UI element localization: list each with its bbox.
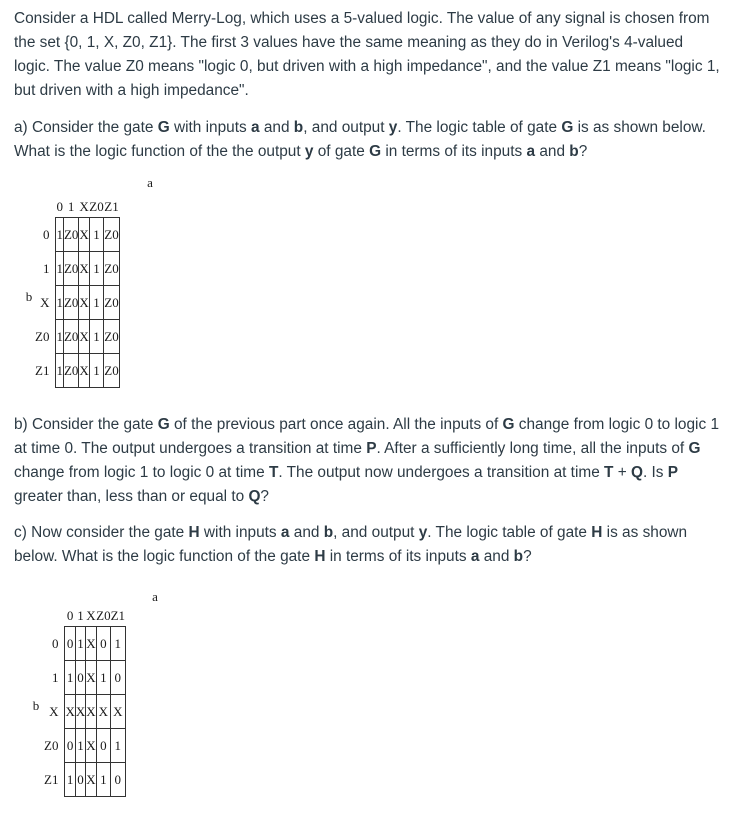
table-cell: 1 [75, 627, 85, 661]
part-c-text: is as shown below. What is the logic function of the gate [14, 524, 688, 565]
table-cell: X [79, 252, 89, 286]
table-cell: Z0 [63, 354, 78, 388]
row-header: Z0 [44, 737, 59, 753]
input-a-label: a [470, 548, 480, 565]
table-cell: 0 [111, 763, 125, 797]
table-cell: Z0 [104, 252, 119, 286]
table-row [44, 627, 125, 661]
table-cell: 1 [56, 286, 64, 320]
table-cell: 0 [65, 627, 75, 661]
part-b-text: ? [260, 488, 269, 505]
table-g-grid [35, 197, 120, 388]
table-cell: 1 [65, 661, 75, 695]
table-cell: X [86, 695, 96, 729]
column-header: Z1 [104, 199, 119, 214]
table-cell: 0 [96, 627, 110, 661]
part-c-text: ? [523, 548, 532, 565]
row-header: X [40, 294, 50, 310]
input-a-label: a [526, 143, 536, 160]
table-corner [35, 197, 56, 218]
time-q-label: Q [248, 488, 261, 505]
column-header: X [79, 199, 89, 214]
part-c-text: , and output [333, 524, 419, 541]
part-b-text: . After a sufficiently long time, all the inputs of [376, 440, 689, 457]
table-cell: X [86, 729, 96, 763]
column-header: Z0 [96, 608, 111, 623]
table-cell: 1 [89, 286, 103, 320]
table-g-col-var: a [147, 175, 153, 190]
time-t-label: T [604, 464, 614, 481]
column-header: 0 [66, 608, 74, 623]
part-b-text: b) Consider the gate [14, 416, 158, 433]
row-header: Z1 [35, 362, 50, 378]
column-header: X [86, 608, 96, 623]
table-cell: 1 [56, 354, 64, 388]
part-b-text: . Is [642, 464, 668, 481]
table-cell: X [96, 695, 110, 729]
gate-h-label: H [591, 524, 603, 541]
gate-g-label: G [157, 119, 170, 136]
part-c-text: with inputs [199, 524, 281, 541]
input-b-label: b [513, 548, 524, 565]
table-cell: X [79, 286, 89, 320]
part-c-text: c) Now consider the gate [14, 524, 189, 541]
row-header: Z1 [44, 771, 59, 787]
table-row [44, 763, 125, 797]
table-cell: 0 [75, 661, 85, 695]
input-b-label: b [293, 119, 304, 136]
table-row [44, 695, 125, 729]
table-cell: 1 [65, 763, 75, 797]
column-header: 1 [67, 199, 75, 214]
row-header: 1 [42, 260, 50, 276]
part-a-text: . The logic table of gate [397, 119, 562, 136]
table-row [35, 354, 119, 388]
output-y-label: y [388, 119, 398, 136]
table-h-row-var: b [32, 698, 40, 713]
table-cell: X [65, 695, 75, 729]
part-b-text: . The output now undergoes a transition at time [278, 464, 605, 481]
part-b-question [14, 413, 720, 509]
table-row [44, 661, 125, 695]
column-header: 0 [56, 199, 63, 214]
part-a-question [14, 116, 720, 164]
table-corner [44, 606, 65, 627]
table-g-row-var: b [25, 289, 33, 304]
part-a-text: and [535, 143, 570, 160]
table-cell: Z0 [63, 252, 78, 286]
row-header: 1 [51, 669, 59, 685]
part-c-text: and [479, 548, 514, 565]
gate-g-label: G [369, 143, 382, 160]
table-row [35, 320, 119, 354]
part-b-text: + [613, 464, 631, 481]
part-a-text: is as shown below. What is the logic function of the the output [14, 119, 706, 160]
table-cell: X [79, 354, 89, 388]
table-cell: X [86, 627, 96, 661]
part-b-text: greater than, less than or equal to [14, 488, 249, 505]
table-cell: Z0 [104, 320, 119, 354]
part-c-question [14, 521, 720, 569]
table-cell: 1 [89, 252, 103, 286]
row-header: Z0 [35, 328, 50, 344]
gate-g-label: G [502, 416, 515, 433]
time-p-label: P [667, 464, 679, 481]
input-a-label: a [280, 524, 290, 541]
part-b-text: of the previous part once again. All the inputs of [169, 416, 503, 433]
column-header-row [44, 606, 125, 627]
table-row [35, 286, 119, 320]
gate-g-label: G [561, 119, 574, 136]
part-c-text: and [289, 524, 324, 541]
table-cell: 0 [96, 729, 110, 763]
part-b-text: change from logic 1 to logic 0 at time [14, 464, 269, 481]
table-cell: X [111, 695, 125, 729]
part-a-text: , and output [303, 119, 389, 136]
column-header-row [35, 197, 119, 218]
input-b-label: b [569, 143, 579, 160]
part-a-text: in terms of its inputs [381, 143, 527, 160]
table-h-col-var: a [152, 589, 158, 604]
gate-h-label: H [188, 524, 200, 541]
gate-h-label: H [314, 548, 326, 565]
table-cell: 1 [111, 729, 125, 763]
table-row [35, 218, 119, 252]
input-a-label: a [251, 119, 260, 136]
part-a-text: ? [578, 143, 588, 160]
time-q-label: Q [630, 464, 643, 481]
table-row [35, 252, 119, 286]
table-cell: X [79, 320, 89, 354]
table-cell: X [75, 695, 85, 729]
part-b-text: change from logic 0 to logic 1 at time 0. The output undergoes a transition at time [14, 416, 719, 457]
table-cell: X [86, 763, 96, 797]
row-header: 0 [51, 635, 59, 651]
input-b-label: b [323, 524, 334, 541]
table-cell: 1 [56, 320, 64, 354]
part-c-text: in terms of its inputs [325, 548, 471, 565]
row-header: X [49, 703, 59, 719]
intro-text: Consider a HDL called Merry-Log, which uses a 5-valued logic. The value of any signal is chosen from the set {0, 1, X, Z0, Z1}. The first 3 values have the same meaning as they do in Verilog's 4-valued logic. The value Z0 means "logic 0, but driven with a high impedance", and the value Z1 means "logic 1, but driven with a high impedance". [14, 10, 720, 99]
table-cell: 1 [89, 218, 103, 252]
table-cell: 1 [89, 320, 103, 354]
time-p-label: P [366, 440, 377, 457]
table-cell: 0 [75, 763, 85, 797]
part-a-text: with inputs [169, 119, 251, 136]
table-cell: Z0 [63, 218, 78, 252]
table-cell: 1 [111, 627, 125, 661]
gate-g-label: G [688, 440, 701, 457]
table-cell: Z0 [104, 354, 119, 388]
table-cell: 1 [96, 661, 110, 695]
table-row [44, 729, 125, 763]
output-y-label: y [304, 143, 314, 160]
table-cell: X [79, 218, 89, 252]
intro-paragraph [14, 7, 720, 103]
gate-g-label: G [157, 416, 170, 433]
column-header: Z1 [110, 608, 126, 623]
row-header: 0 [42, 226, 50, 242]
part-a-text: of gate [313, 143, 370, 160]
table-cell: 1 [96, 763, 110, 797]
table-cell: Z0 [63, 320, 78, 354]
part-c-text: . The logic table of gate [427, 524, 592, 541]
table-cell: Z0 [104, 286, 119, 320]
table-cell: 1 [56, 252, 64, 286]
table-cell: 1 [89, 354, 103, 388]
output-y-label: y [418, 524, 428, 541]
table-cell: 0 [65, 729, 75, 763]
part-a-text: and [259, 119, 294, 136]
table-cell: Z0 [104, 218, 119, 252]
table-cell: 1 [75, 729, 85, 763]
time-t-label: T [268, 464, 279, 481]
table-h-grid [44, 606, 126, 797]
table-cell: X [86, 661, 96, 695]
column-header: 1 [77, 608, 84, 623]
table-cell: 1 [56, 218, 64, 252]
column-header: Z0 [89, 199, 104, 214]
table-cell: 0 [111, 661, 125, 695]
table-cell: Z0 [63, 286, 78, 320]
part-a-text: a) Consider the gate [14, 119, 158, 136]
